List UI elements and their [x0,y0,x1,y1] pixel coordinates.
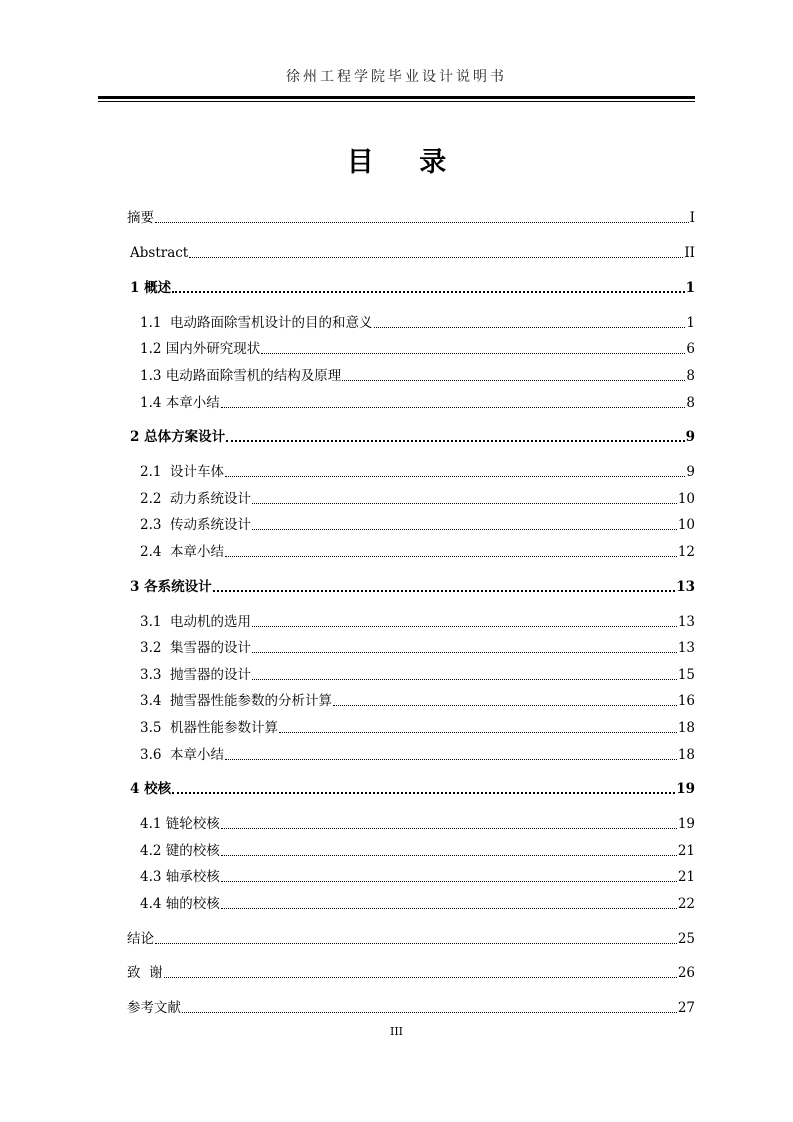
toc-leader-dots [221,854,677,856]
toc-entry-label: 参考文献 [127,1000,181,1016]
toc-section-3-6[interactable] [140,745,695,763]
toc-section-4-1[interactable] [140,814,695,832]
toc-section-1-3[interactable] [140,366,695,384]
toc-entry-label: 2 总体方案设计 [130,429,226,445]
toc-leader-dots [221,880,677,882]
toc-chapter-1[interactable] [130,278,695,296]
toc-entry-label: 摘要 [127,210,154,226]
toc-entry-page: 26 [677,965,695,981]
toc-entry-page: 10 [677,491,695,507]
toc-section-2-3[interactable] [140,515,695,533]
toc-entry-label: 3.5 机器性能参数计算 [140,720,279,736]
toc-entry-label: 2.2 动力系统设计 [140,491,252,507]
toc-entry-label: 1.1 电动路面除雪机设计的目的和意义 [140,315,373,331]
toc-entry-label: 3.1 电动机的选用 [140,614,252,630]
toc-entry-label: 2.3 传动系统设计 [140,517,252,533]
toc-entry-page: 13 [677,640,695,656]
toc-chapter-3[interactable] [130,577,695,595]
toc-entry-page: 8 [686,368,695,384]
toc-leader-dots [252,528,677,530]
toc-entry-label: 3.2 集雪器的设计 [140,640,252,656]
toc-section-2-1[interactable] [140,462,695,480]
toc-entry-label: 1.4 本章小结 [140,395,220,411]
toc-entry-page: 8 [686,395,695,411]
toc-leader-dots [252,502,677,504]
toc-entry-label: 3 各系统设计 [130,579,212,595]
toc-section-4-2[interactable] [140,841,695,859]
toc-leader-dots [172,290,685,293]
toc-entry-references[interactable] [127,998,695,1016]
toc-entry-page: 22 [677,896,695,912]
toc-entry-label: 2.1 设计车体 [140,464,225,480]
toc-entry-label: 1.3 电动路面除雪机的结构及原理 [140,368,342,384]
toc-leader-dots [213,589,676,592]
toc-entry-page: 15 [677,667,695,683]
toc-leader-dots [221,827,677,829]
toc-leader-dots [252,651,677,653]
toc-section-4-3[interactable] [140,867,695,885]
toc-section-1-2[interactable] [140,339,695,357]
toc-entry-label: 1 概述 [130,280,172,296]
toc-entry-page: I [689,210,695,226]
toc-entry-page: 19 [676,781,695,797]
toc-entry-label: 4.4 轴的校核 [140,896,220,912]
toc-section-1-1[interactable] [140,313,695,331]
toc-chapter-2[interactable] [130,427,695,445]
toc-entry-label: 4.1 链轮校核 [140,816,220,832]
toc-section-3-3[interactable] [140,665,695,683]
toc-leader-dots [333,704,677,706]
toc-entry-page: 18 [677,747,695,763]
toc-entry-page: 9 [685,429,695,445]
toc-leader-dots [374,326,686,328]
toc-section-3-5[interactable] [140,718,695,736]
toc-entry-page: 16 [677,693,695,709]
toc-section-2-2[interactable] [140,489,695,507]
toc-entry-page: 1 [686,315,695,331]
toc-leader-dots [172,791,675,794]
toc-entry-label: 4.3 轴承校核 [140,869,220,885]
toc-leader-dots [225,555,677,557]
toc-entry-page: 27 [677,1000,695,1016]
toc-leader-dots [226,439,685,442]
toc-entry-page: 6 [686,341,695,357]
toc-leader-dots [252,678,677,680]
header-rule-thin [98,101,695,102]
toc-leader-dots [225,475,685,477]
toc-leader-dots [189,256,683,258]
toc-leader-dots [164,976,677,978]
page-number: III [389,1025,404,1038]
toc-entry-label: 2.4 本章小结 [140,544,225,560]
toc-entry-conclusion[interactable] [127,929,695,947]
toc-entry-label: 1.2 国内外研究现状 [140,341,261,357]
toc-entry-page: 19 [677,816,695,832]
toc-leader-dots [252,625,677,627]
toc-leader-dots [155,221,689,223]
toc-entry-abstract-en[interactable] [130,243,695,261]
toc-leader-dots [221,406,686,408]
toc-leader-dots [279,731,677,733]
toc-entry-label: 结论 [127,931,154,947]
toc-section-3-2[interactable] [140,638,695,656]
toc-entry-page: 21 [677,843,695,859]
toc-section-3-1[interactable] [140,612,695,630]
toc-entry-page: 21 [677,869,695,885]
toc-entry-label: 4 校核 [130,781,172,797]
toc-leader-dots [182,1011,677,1013]
toc-section-1-4[interactable] [140,393,695,411]
toc-leader-dots [225,758,677,760]
toc-entry-label: 4.2 键的校核 [140,843,220,859]
toc-entry-acknowledgement[interactable] [127,963,695,981]
running-header: 徐州工程学院毕业设计说明书 [286,69,507,85]
header-rule-thick [98,96,695,99]
toc-entry-page: 1 [685,280,695,296]
toc-leader-dots [342,379,685,381]
toc-entry-page: 12 [677,544,695,560]
toc-section-2-4[interactable] [140,542,695,560]
toc-entry-page: 9 [686,464,695,480]
toc-chapter-4[interactable] [130,779,695,797]
toc-entry-page: 18 [677,720,695,736]
toc-entry-label: 致 谢 [127,965,163,981]
toc-entry-page: II [684,245,695,261]
toc-entry-page: 10 [677,517,695,533]
page-title: 目 录 [346,147,465,178]
toc-section-3-4[interactable] [140,691,695,709]
toc-entry-label: 3.4 抛雪器性能参数的分析计算 [140,693,333,709]
toc-entry-page: 25 [677,931,695,947]
toc-entry-abstract-cn[interactable] [127,208,695,226]
toc-section-4-4[interactable] [140,894,695,912]
toc-leader-dots [261,352,685,354]
toc-entry-label: 3.6 本章小结 [140,747,225,763]
toc-leader-dots [221,907,677,909]
toc-leader-dots [155,942,677,944]
toc-entry-page: 13 [676,579,695,595]
toc-entry-page: 13 [677,614,695,630]
toc-entry-label: 3.3 抛雪器的设计 [140,667,252,683]
toc-entry-label: Abstract [130,245,189,261]
